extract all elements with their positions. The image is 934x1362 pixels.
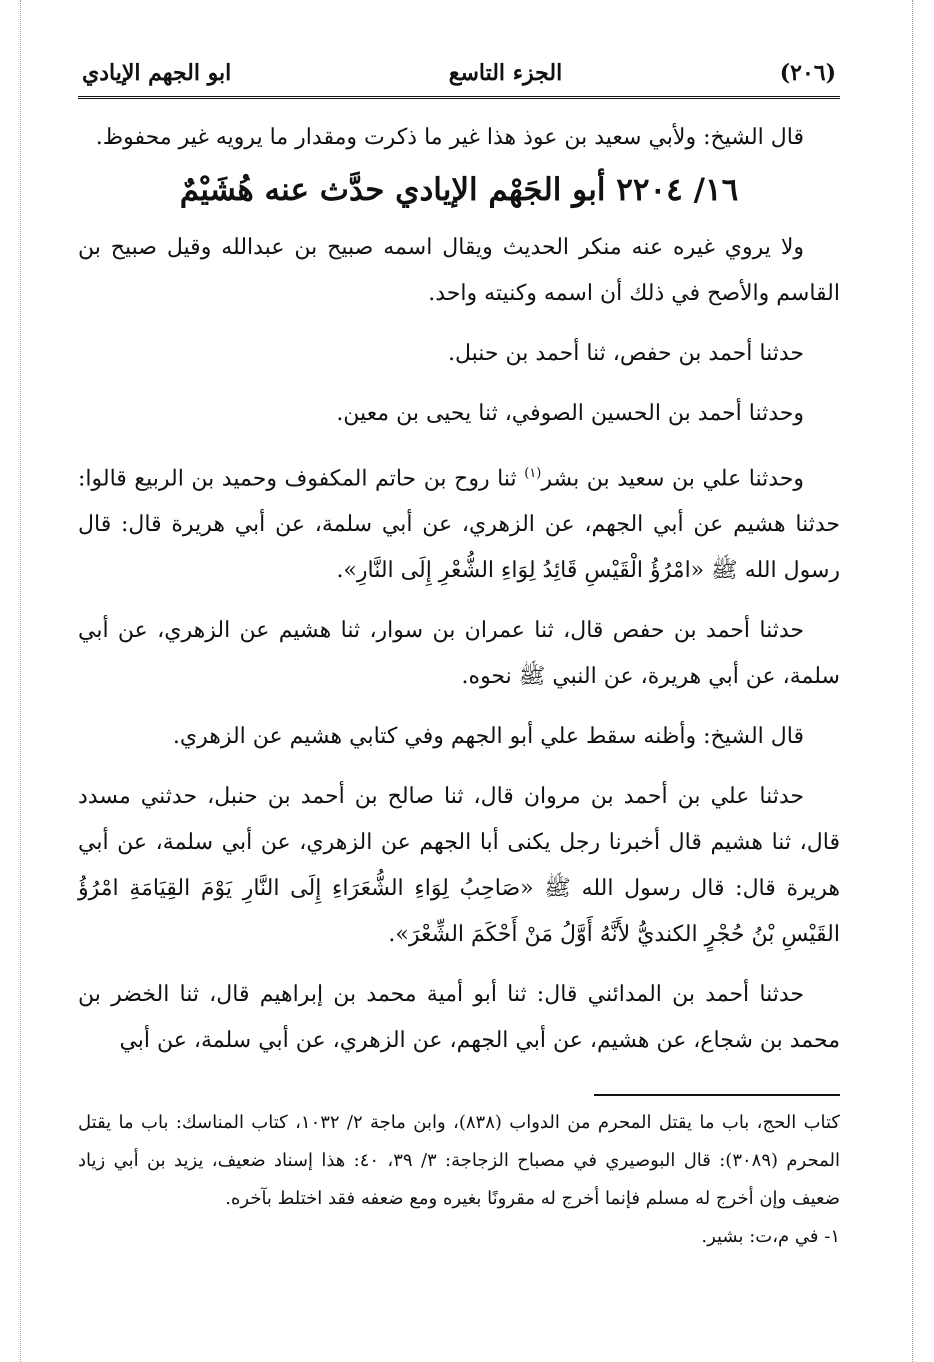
- paragraph-shaykh-note: قال الشيخ: ولأبي سعيد بن عوذ هذا غير ما ذكرت ومقدار ما يرويه غير محفوظ.: [95, 125, 804, 150]
- footnote-separator: [594, 1094, 840, 1096]
- hadith-1-start: وحدثنا علي بن سعيد بن بشر: [541, 466, 805, 492]
- running-header: [78, 50, 840, 99]
- paragraph-entry-intro: ولا يروي غيره عنه منكر الحديث ويقال اسمه صبيح بن عبدالله وقيل صبيح بن القاسم والأصح في ذلك أن اسمه وكنيته واحد.: [78, 235, 840, 306]
- entry-heading: ١٦/ ٢٢٠٤ أبو الجَهْم الإيادي حدَّث عنه هُشَيْمٌ: [179, 172, 739, 208]
- page-number: (٢٠٦): [779, 60, 836, 86]
- paragraph-isnad-2: وحدثنا أحمد بن الحسين الصوفي، ثنا يحيى بن معين.: [336, 401, 804, 426]
- footnote-reference: (١): [524, 466, 542, 481]
- margin-dotted-line: [20, 0, 21, 1362]
- footnote-carryover: كتاب الحج، باب ما يقتل المحرم من الدواب (٨٣٨)، وابن ماجة ٢/ ١٠٣٢، كتاب المناسك: باب ما يقتل المحرم (٣٠٨٩): قال البوصيري في مصباح الزجاجة: ٣/ ٣٩، ٤٠: هذا إسناد ضعيف، يزيد بن أبي زياد ضعيف وإن أخرج له مسلم فإنما أخرج له مقرونًا بغيره ومع ضعفه فقد اختلط بآخره.: [78, 1112, 840, 1210]
- paragraph-hadith-2: حدثنا أحمد بن حفص قال، ثنا عمران بن سوار، ثنا هشيم عن الزهري، عن أبي سلمة، عن أبي هريرة، عن النبي ﷺ نحوه.: [78, 618, 840, 690]
- paragraph-hadith-1: [78, 451, 840, 594]
- paragraph-shaykh-remark: قال الشيخ: وأظنه سقط علي أبو الجهم وفي كتابي هشيم عن الزهري.: [172, 724, 804, 750]
- hadith-1-rest: ثنا روح بن حاتم المكفوف وحميد بن الربيع قالوا: حدثنا هشيم عن أبي الجهم، عن الزهري، عن أبي سلمة، عن أبي هريرة قال: قال رسول الله ﷺ «امْرُؤُ الْقَيْسِ قَائِدُ لِوَاءِ الشُّعْرِ إِلَى النَّارِ».: [78, 466, 840, 584]
- running-title: ابو الجهم الإيادي: [82, 60, 232, 86]
- footnote-1: ١- في م،ت: بشير.: [701, 1226, 840, 1248]
- paragraph-isnad-1: حدثنا أحمد بن حفص، ثنا أحمد بن حنبل.: [447, 341, 804, 366]
- margin-dotted-line: [912, 0, 913, 1362]
- book-page: [78, 50, 840, 1256]
- volume-label: الجزء التاسع: [448, 60, 563, 86]
- paragraph-hadith-3: حدثنا علي بن أحمد بن مروان قال، ثنا صالح بن أحمد بن حنبل، حدثني مسدد قال، ثنا هشيم قال أخبرنا رجل يكنى أبا الجهم عن الزهري، عن أبي سلمة، عن أبي هريرة قال: قال رسول الله ﷺ «صَاحِبُ لِوَاءِ الشُّعَرَاءِ إِلَى النَّارِ يَوْمَ القِيَامَةِ امْرُؤُ القَيْسِ بْنُ حُجْرٍ الكنديُّ لأَنَّهُ أَوَّلُ مَنْ أَحْكَمَ الشِّعْرَ».: [78, 784, 840, 948]
- paragraph-hadith-4: حدثنا أحمد بن المدائني قال: ثنا أبو أمية محمد بن إبراهيم قال، ثنا الخضر بن محمد بن شجاع، عن هشيم، عن أبي الجهم، عن الزهري، عن أبي سلمة، عن أبي: [78, 982, 840, 1054]
